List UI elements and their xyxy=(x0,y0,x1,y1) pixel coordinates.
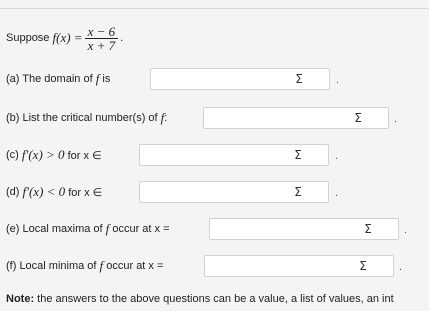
question-e-label: (e) Local maxima of xyxy=(6,223,103,235)
function-lhs: f(x) = xyxy=(52,30,83,45)
sigma-button-a[interactable]: Σ xyxy=(295,72,303,86)
answer-input-f[interactable] xyxy=(204,255,394,277)
question-d-math: f′(x) < 0 xyxy=(22,184,66,199)
question-a-label: (a) The domain of xyxy=(6,73,93,85)
question-a xyxy=(6,68,110,90)
problem-statement xyxy=(6,23,123,53)
period-a: . xyxy=(336,74,340,86)
question-e xyxy=(6,218,170,240)
sigma-button-c[interactable]: Σ xyxy=(294,148,302,162)
period-d: . xyxy=(335,187,339,199)
question-f xyxy=(6,255,163,277)
top-divider xyxy=(0,8,429,9)
answer-input-c[interactable] xyxy=(139,144,329,166)
function-fraction xyxy=(85,25,119,52)
question-c-math: f′(x) > 0 xyxy=(21,147,65,162)
question-b-label: (b) List the critical number(s) of xyxy=(6,112,158,124)
sigma-button-f[interactable]: Σ xyxy=(359,259,367,273)
question-a-math: f xyxy=(95,71,100,86)
question-b-math: f xyxy=(160,110,165,125)
question-f-after: occur at x = xyxy=(106,260,164,272)
answer-input-e[interactable] xyxy=(209,218,399,240)
fraction-numerator: x − 6 xyxy=(85,25,119,39)
sigma-button-d[interactable]: Σ xyxy=(294,185,302,199)
period-b: . xyxy=(394,113,398,125)
answer-input-a[interactable] xyxy=(150,68,330,90)
question-c-after: for x ∈ xyxy=(67,149,102,162)
intro-end: . xyxy=(120,32,124,44)
note-text: the answers to the above questions can be a value, a list of values, an int xyxy=(37,293,394,305)
question-f-label: (f) Local minima of xyxy=(6,260,97,272)
period-f: . xyxy=(399,261,403,273)
sigma-button-b[interactable]: Σ xyxy=(354,111,362,125)
answer-input-d[interactable] xyxy=(139,181,329,203)
period-e: . xyxy=(404,224,408,236)
note-label: Note: xyxy=(6,293,35,305)
fraction-denominator: x + 7 xyxy=(87,37,116,53)
question-b xyxy=(6,107,167,129)
question-a-after: is xyxy=(102,73,111,85)
answer-format-note xyxy=(6,293,394,305)
question-c-label: (c) xyxy=(6,149,19,161)
question-b-after: : xyxy=(164,112,168,124)
intro-lead: Suppose xyxy=(6,32,50,44)
question-e-math: f xyxy=(105,221,110,236)
question-d-label: (d) xyxy=(6,186,20,198)
question-c xyxy=(6,144,102,166)
answer-input-b[interactable] xyxy=(203,107,389,129)
sigma-button-e[interactable]: Σ xyxy=(364,222,372,236)
question-e-after: occur at x = xyxy=(112,223,170,235)
question-f-math: f xyxy=(99,258,104,273)
question-d xyxy=(6,181,102,203)
period-c: . xyxy=(335,150,339,162)
question-d-after: for x ∈ xyxy=(68,186,103,199)
